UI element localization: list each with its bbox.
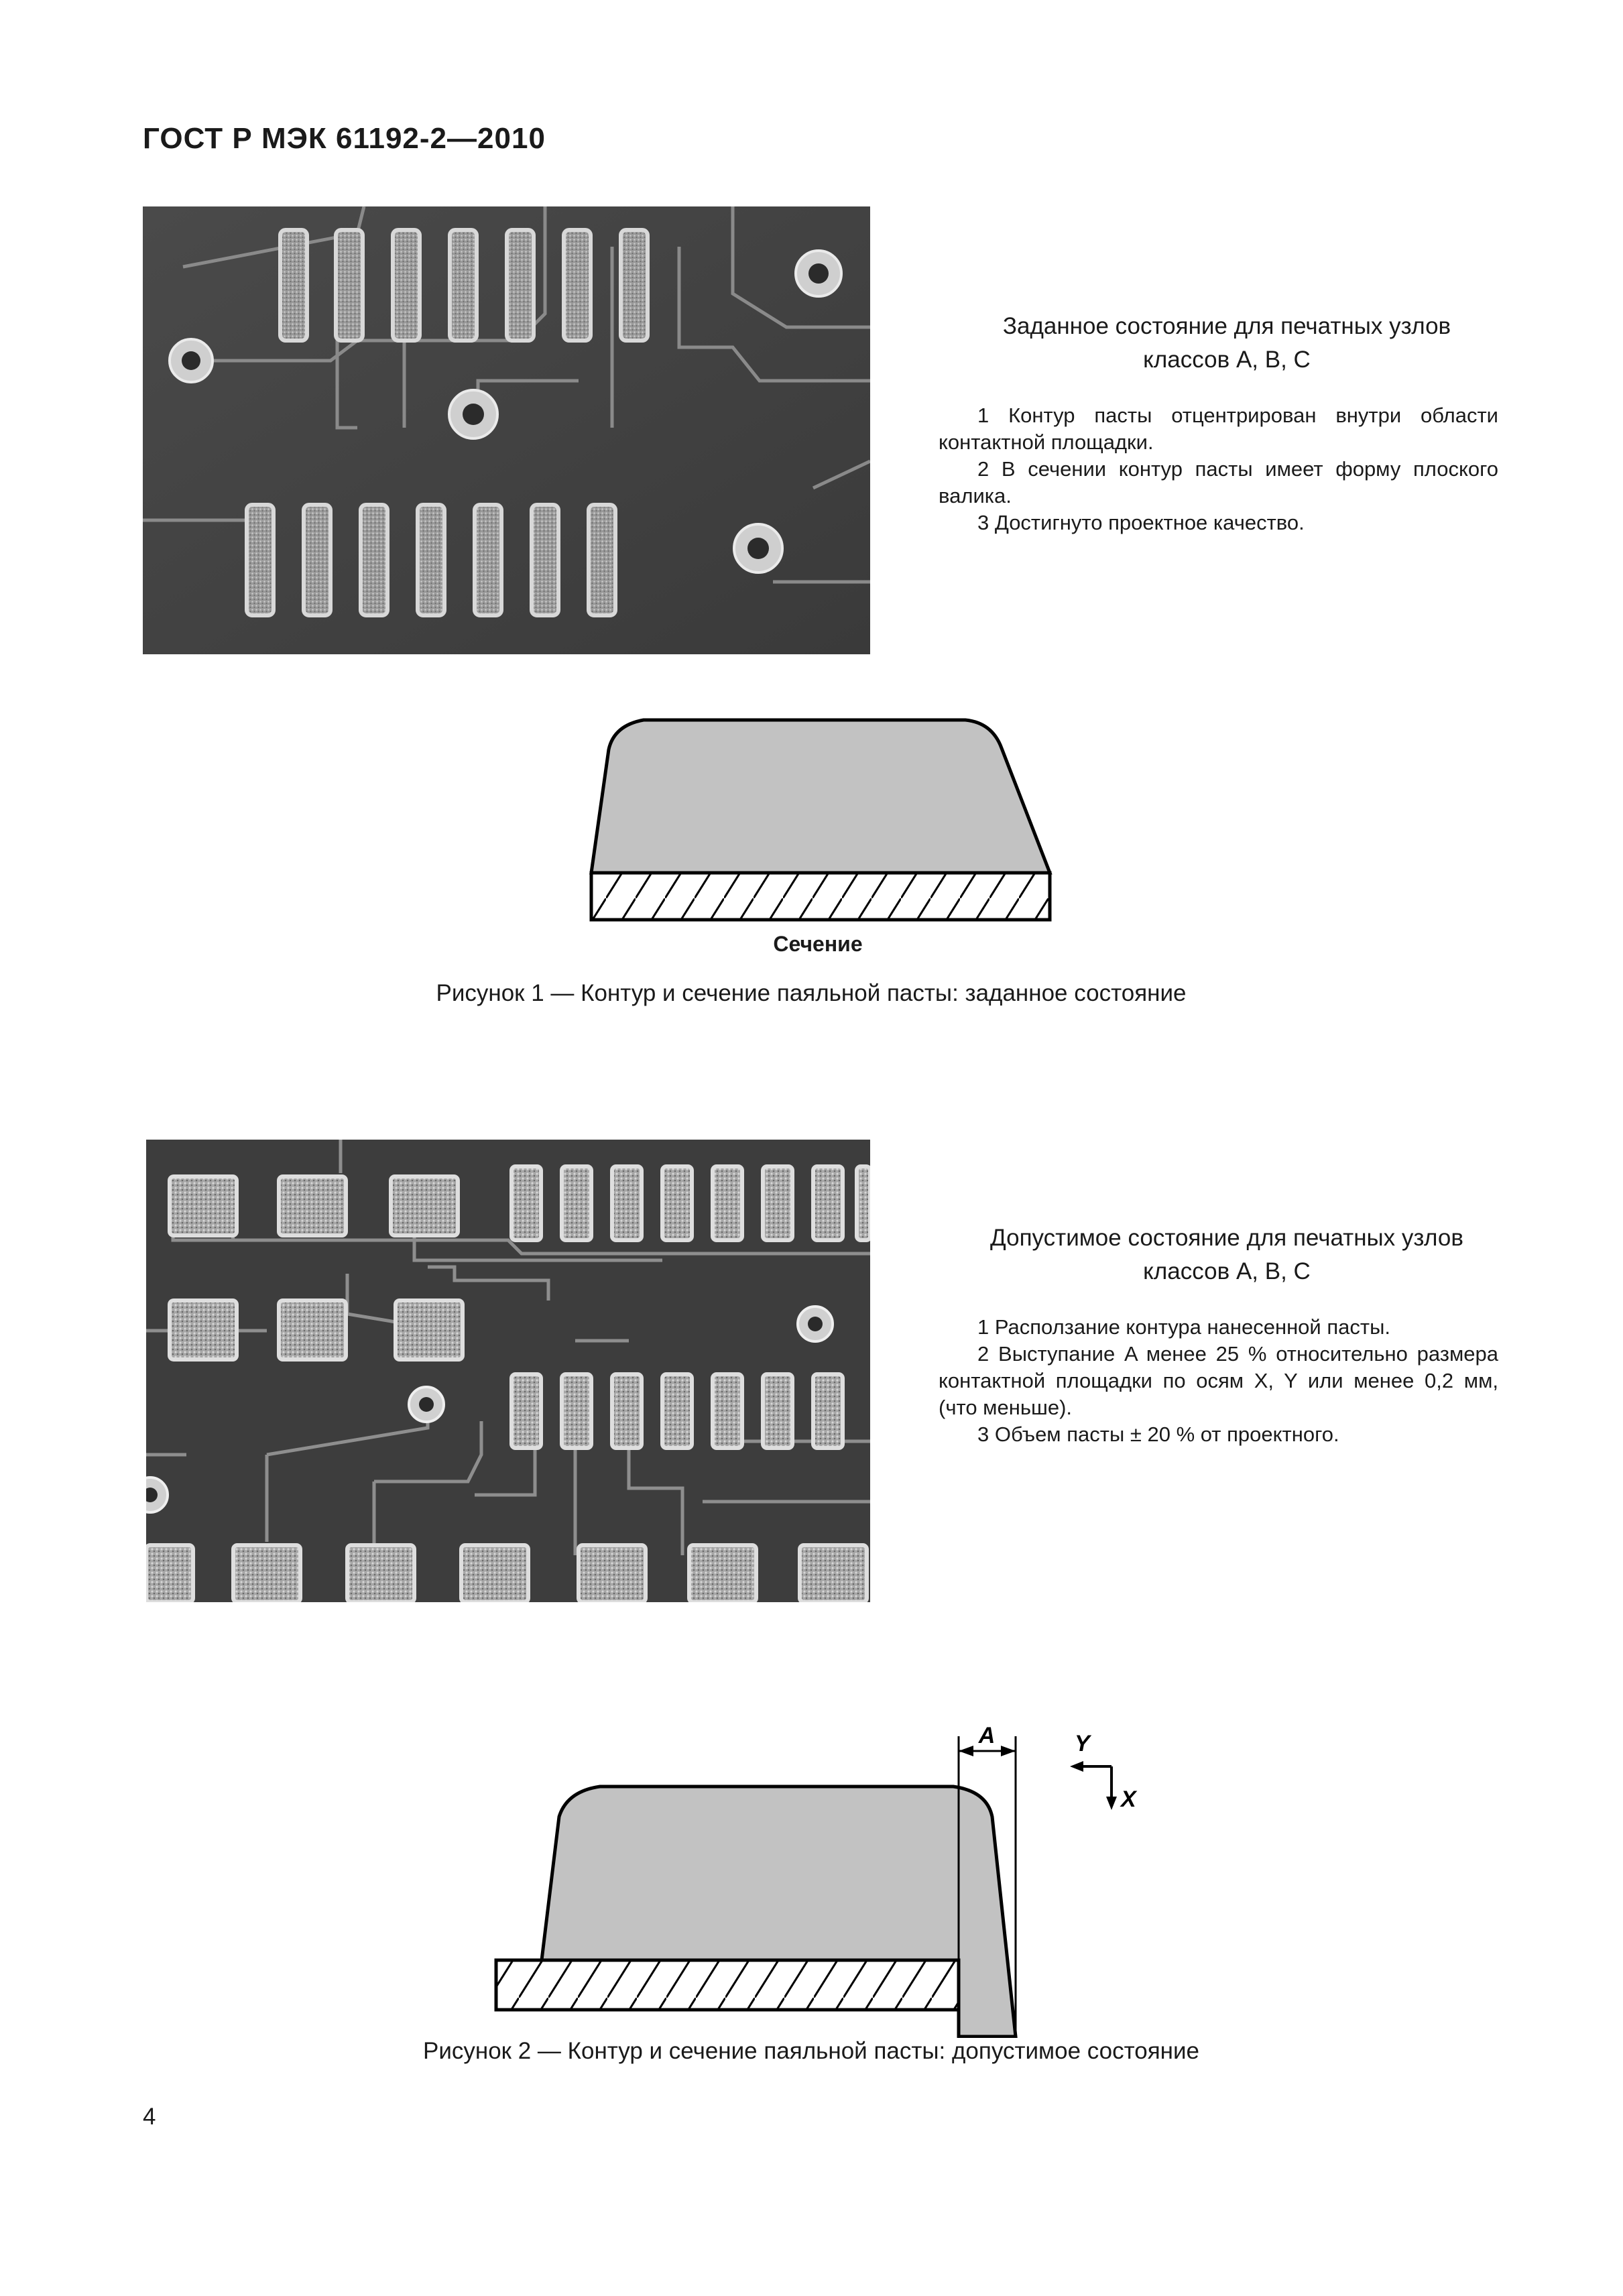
figure2-caption: Рисунок 2 — Контур и сечение паяльной пасты: допустимое состояние [422,2038,1200,2064]
dimension-arrow-right [1001,1746,1016,1756]
figure2-note-1: 1 Расползание контура нанесенной пасты. [977,1315,1390,1339]
figure2-title [939,1221,1515,1288]
figure1-title-line1: Заданное состояние для печатных узлов [1002,313,1451,339]
figure1-note-3: 3 Достигнуто проектное качество. [977,511,1305,534]
figure1-note-2: 2 В сечении контур пасты имеет форму плоского валика. [939,457,1498,507]
figure1-cross-section [577,711,1059,925]
axis-y-arrow [1070,1761,1083,1772]
axis-x-arrow [1106,1797,1117,1810]
figure2-title-line1: Допустимое состояние для печатных узлов [990,1225,1463,1251]
land-pad [496,1960,959,2010]
standard-header: ГОСТ Р МЭК 61192-2—2010 [143,122,546,155]
figure1-title-line2: классов А, В, С [1143,347,1311,373]
figure2-cross-section [489,1716,1160,2038]
axis-y-label: Y [1075,1731,1090,1756]
axis-x-label: X [1121,1787,1136,1812]
figure1-title [939,310,1515,377]
paste-profile [591,720,1050,873]
dimension-arrow-left [959,1746,973,1756]
figure2-pcb-photo [146,1140,870,1602]
figure2-note-2: 2 Выступание A менее 25 % относительно размера контактной площадки по осям X, Y или менее 0,2 мм, (что меньше). [939,1342,1498,1419]
land-pad [591,873,1050,920]
figure2-notes [939,1314,1498,1448]
figure2-note-3: 3 Объем пасты ± 20 % от проектного. [977,1423,1339,1446]
figure2-title-line2: классов А, В, С [1143,1258,1311,1284]
figure1-note-1: 1 Контур пасты отцентрирован внутри области контактной площадки. [939,404,1498,454]
figure1-pcb-photo [143,206,870,654]
dimension-label-a: A [978,1723,996,1748]
section-label: Сечение [773,932,863,956]
figure1-notes [939,402,1498,536]
page-number: 4 [143,2104,156,2130]
figure1-caption: Рисунок 1 — Контур и сечение паяльной пасты: заданное состояние [436,980,1187,1006]
